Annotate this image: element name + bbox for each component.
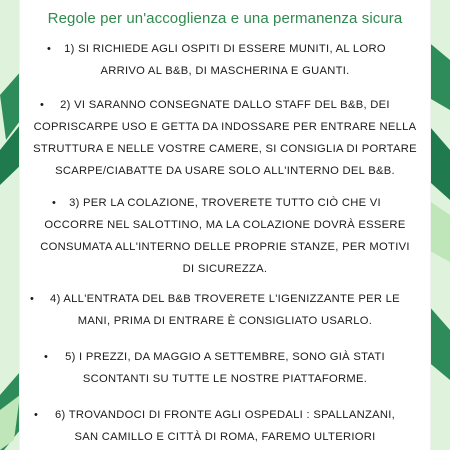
bullet-icon: • [47,43,52,55]
rule-line: COPRISCARPE USO E GETTA DA INDOSSARE PER ENTRARE NELLA [33,121,417,133]
rule-line: OCCORRE NEL SALOTTINO, MA LA COLAZIONE DOVRÀ ESSERE [44,219,406,231]
bullet-icon: • [44,351,49,363]
bullet-icon: • [34,409,39,421]
rule-line: 1) SI RICHIEDE AGLI OSPITI DI ESSERE MUNITI, AL LORO [64,43,386,55]
rule-line: 6) TROVANDOCI DI FRONTE AGLI OSPEDALI : SPALLANZANI, [54,409,396,421]
rule-line: STRUTTURA E NELLE VOSTRE CAMERE, SI CONSIGLIA DI PORTARE [33,143,417,155]
rules-card [20,0,430,450]
bullet-icon: • [52,197,57,209]
rule-line: CONSUMATA ALL'INTERNO DELLE PROPRIE STANZE, PER MOTIVI [40,241,410,253]
rule-item-2 [20,94,430,182]
bullet-icon: • [40,99,45,111]
bullet-icon: • [30,293,35,305]
rule-line: 3) PER LA COLAZIONE, TROVERETE TUTTO CIÒ CHE VI [69,197,381,209]
page-title: Regole per un'accoglienza e una permanenza sicura [47,10,403,27]
rule-line: ARRIVO AL B&B, DI MASCHERINA E GUANTI. [100,65,350,77]
rule-line: DI SICUREZZA. [182,263,268,275]
rule-line: MANI, PRIMA DI ENTRARE È CONSIGLIATO USARLO. [77,315,373,327]
rule-line: SCARPE/CIABATTE DA USARE SOLO ALL'INTERNO DEL B&B. [55,165,395,177]
rule-line: SAN CAMILLO E CITTÀ DI ROMA, FAREMO ULTERIORI [74,431,376,443]
rule-line: 2) VI SARANNO CONSEGNATE DALLO STAFF DEL B&B, DEI [60,99,390,111]
rule-item-4 [20,288,430,332]
rule-line: 5) I PREZZI, DA MAGGIO A SETTEMBRE, SONO GIÀ STATI [65,351,385,363]
rule-line: SCONTANTI SU TUTTE LE NOSTRE PIATTAFORME. [82,373,368,385]
rule-item-1 [20,38,430,82]
rule-item-5 [20,346,430,390]
rule-item-6 [20,404,430,448]
rule-line: 4) ALL'ENTRATA DEL B&B TROVERETE L'IGENIZZANTE PER LE [50,293,400,305]
rule-item-3 [20,192,430,280]
